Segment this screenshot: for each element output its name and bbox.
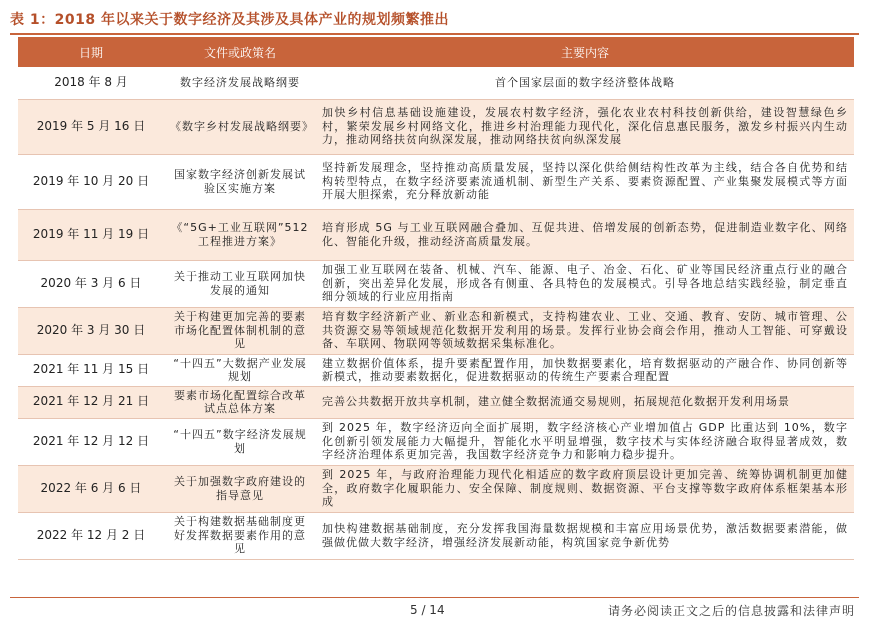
header-doc: 文件或政策名 <box>164 37 316 67</box>
cell-date: 2022 年 6 月 6 日 <box>18 465 164 512</box>
table-header-row <box>18 37 854 67</box>
cell-content: 建立数据价值体系，提升要素配置作用，加快数据要素化，培育数据驱动的产融合作、协同创新等新模式，推动要素数据化，促进数据驱动的传统生产要素合理配置 <box>316 354 854 386</box>
cell-doc: “十四五”大数据产业发展规划 <box>164 354 316 386</box>
cell-content: 到 2025 年，与政府治理能力现代化相适应的数字政府顶层设计更加完善、统筹协调机制更加健全，政府数字化履职能力、安全保障、制度规则、数据资源、平台支撑等数字政府体系框架基本形成 <box>316 465 854 512</box>
cell-date: 2019 年 10 月 20 日 <box>18 154 164 209</box>
cell-date: 2021 年 12 月 21 日 <box>18 386 164 418</box>
cell-content: 培育数字经济新产业、新业态和新模式，支持构建农业、工业、交通、教育、安防、城市管理、公共资源交易等领域规范化数据开发利用的场景。发挥行业协会商会作用，推动人工智能、可穿戴设备、车联网、物联网等领域数据采集标准化。 <box>316 307 854 354</box>
legal-disclaimer: 请务必阅读正文之后的信息披露和法律声明 <box>607 604 855 618</box>
cell-content: 加快乡村信息基础设施建设，发展农村数字经济，强化农业农村科技创新供给，建设智慧绿色乡村，繁荣发展乡村网络文化，推进乡村治理能力现代化，深化信息惠民服务，激发乡村振兴内生动力，推动网络扶贫向纵深发展，推动网络扶贫向纵深发展 <box>316 99 854 154</box>
table-row <box>18 418 854 465</box>
policy-table <box>18 37 854 560</box>
cell-date: 2019 年 5 月 16 日 <box>18 99 164 154</box>
cell-date: 2021 年 11 月 15 日 <box>18 354 164 386</box>
cell-content: 首个国家层面的数字经济整体战略 <box>316 67 854 99</box>
table-row <box>18 512 854 559</box>
table-row <box>18 154 854 209</box>
cell-doc: 关于构建数据基础制度更好发挥数据要素作用的意见 <box>164 512 316 559</box>
cell-content: 到 2025 年，数字经济迈向全面扩展期，数字经济核心产业增加值占 GDP 比重达到 10%，数字化创新引领发展能力大幅提升，智能化水平明显增强，数字技术与实体经济融合取得显著成效，数字经济治理体系更加完善，我国数字经济竞争力和影响力稳步提升。 <box>316 418 854 465</box>
cell-doc: 数字经济发展战略纲要 <box>164 67 316 99</box>
cell-content: 培育形成 5G 与工业互联网融合叠加、互促共进、倍增发展的创新态势，促进制造业数字化、网络化、智能化升级，推动经济高质量发展。 <box>316 209 854 260</box>
footer-divider <box>10 597 859 598</box>
cell-date: 2020 年 3 月 30 日 <box>18 307 164 354</box>
cell-content: 加快构建数据基础制度，充分发挥我国海量数据规模和丰富应用场景优势，激活数据要素潜能，做强做优做大数字经济，增强经济发展新动能，构筑国家竞争新优势 <box>316 512 854 559</box>
header-date: 日期 <box>18 37 164 67</box>
cell-date: 2022 年 12 月 2 日 <box>18 512 164 559</box>
cell-content: 加强工业互联网在装备、机械、汽车、能源、电子、冶金、石化、矿业等国民经济重点行业的融合创新，突出差异化发展，形成各有侧重、各具特色的发展模式。引导各地总结实践经验，制定垂直细分领域的行业应用指南 <box>316 260 854 307</box>
caption-divider <box>10 33 859 35</box>
table-row <box>18 354 854 386</box>
cell-doc: 《数字乡村发展战略纲要》 <box>164 99 316 154</box>
table-row <box>18 260 854 307</box>
cell-content: 完善公共数据开放共享机制，建立健全数据流通交易规则，拓展规范化数据开发利用场景 <box>316 386 854 418</box>
table-row <box>18 307 854 354</box>
table-row <box>18 386 854 418</box>
table-caption: 表 1：2018 年以来关于数字经济及其涉及具体产业的规划频繁推出 <box>10 12 449 28</box>
cell-date: 2018 年 8 月 <box>18 67 164 99</box>
cell-date: 2019 年 11 月 19 日 <box>18 209 164 260</box>
table-row <box>18 67 854 99</box>
cell-doc: “十四五”数字经济发展规划 <box>164 418 316 465</box>
table-row <box>18 465 854 512</box>
table-row <box>18 99 854 154</box>
cell-doc: 关于构建更加完善的要素市场化配置体制机制的意见 <box>164 307 316 354</box>
cell-doc: 《“5G+工业互联网”512 工程推进方案》 <box>164 209 316 260</box>
cell-content: 坚持新发展理念，坚持推动高质量发展，坚持以深化供给侧结构性改革为主线，结合各自优势和结构转型特点，在数字经济要素流通机制、新型生产关系、要素资源配置、产业集聚发展模式等方面开展大胆探索，充分释放新动能 <box>316 154 854 209</box>
table-row <box>18 209 854 260</box>
cell-doc: 关于加强数字政府建设的指导意见 <box>164 465 316 512</box>
page-number: 5 / 14 <box>410 603 445 617</box>
cell-date: 2020 年 3 月 6 日 <box>18 260 164 307</box>
cell-date: 2021 年 12 月 12 日 <box>18 418 164 465</box>
header-content: 主要内容 <box>316 37 854 67</box>
cell-doc: 要素市场化配置综合改革试点总体方案 <box>164 386 316 418</box>
cell-doc: 国家数字经济创新发展试验区实施方案 <box>164 154 316 209</box>
cell-doc: 关于推动工业互联网加快发展的通知 <box>164 260 316 307</box>
